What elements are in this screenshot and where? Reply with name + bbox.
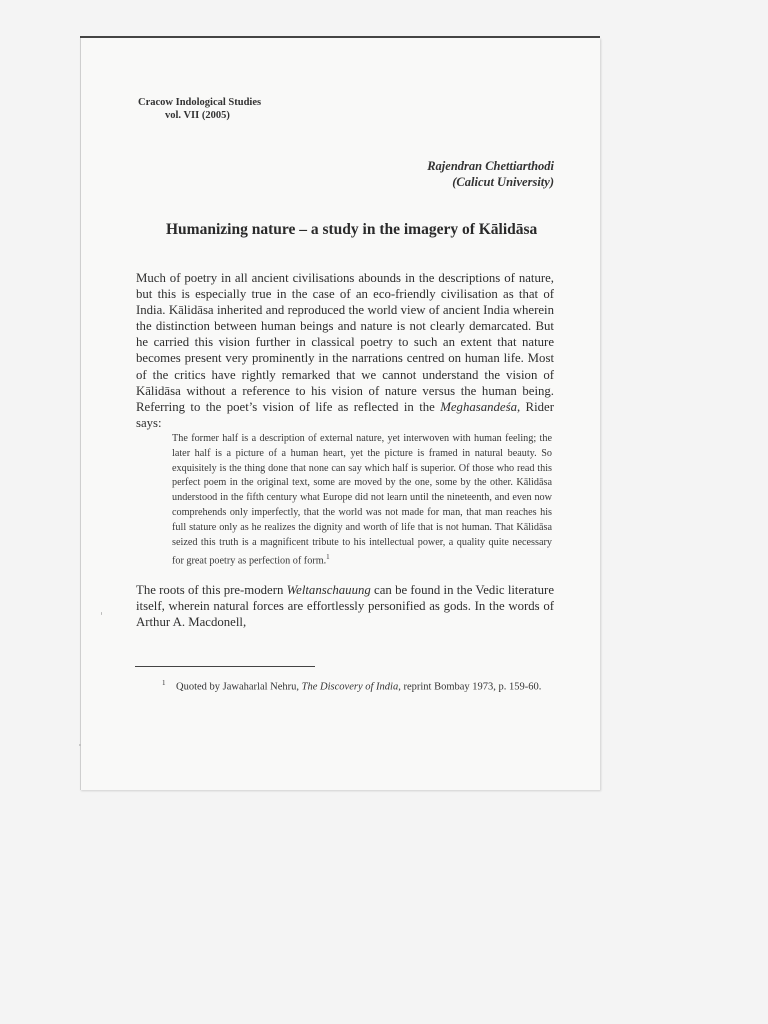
article-title: Humanizing nature – a study in the imagery of Kālidāsa (166, 221, 538, 238)
footnote (136, 676, 554, 695)
paragraph-1-text: Much of poetry in all ancient civilisations abounds in the descriptions of nature, but this is especially true in the case of an eco-friendly civilisation as that of India. Kālidāsa inherited and reproduced the world view of ancient India wherein the distinction between human beings and nature is not clearly demarcated. But he carried this vision further in classical poetry to such an extent that nature becomes present very prominently in the narrations centred on human life. Most of the critics have rightly remarked that we cannot understand the vision of Kālidāsa without a reference to his vision of nature versus the human being. Referring to the poet’s vision of life as reflected in the (136, 271, 554, 414)
footnote-text: Quoted by Jawaharlal Nehru, (176, 681, 302, 693)
block-quote (172, 432, 552, 570)
paragraph-2 (136, 582, 554, 630)
scan-speck (79, 744, 81, 746)
paragraph-1-end: , Rider says: (136, 399, 554, 430)
weltanschauung-term: Weltanschauung (286, 583, 371, 597)
footnote-reference[interactable]: 1 (326, 553, 330, 562)
footnote-divider (135, 666, 315, 667)
journal-header (138, 96, 261, 122)
footnote-end: , reprint Bombay 1973, p. 159-60. (398, 681, 542, 693)
work-title: Meghasandeśa (440, 399, 517, 414)
journal-volume: vol. VII (2005) (165, 110, 230, 121)
author-affiliation: (Calicut University) (452, 175, 554, 189)
paragraph-1 (136, 270, 554, 431)
scan-speck (101, 612, 102, 615)
journal-name: Cracow Indological Studies (138, 97, 262, 108)
page-top-edge (80, 36, 600, 38)
author-block (427, 158, 554, 190)
paragraph-2-end: can be found in the Vedic literature itself, wherein natural forces are effortlessly personified as gods. In the words of Arthur A. Macdonell, (136, 583, 554, 630)
page-left-edge (80, 38, 81, 790)
footnote-number: 1 (162, 679, 166, 687)
author-name: Rajendran Chettiarthodi (427, 159, 554, 173)
quote-text: The former half is a description of external nature, yet interwoven with human feeling; the later half is a picture of a human heart, yet the picture is framed in natural beauty. So exquisitely is the thing done that none can say which half is superior. Of those who read this perfect poem in the original text, some are moved by the one, some by the other. Kālidāsa understood in the fifth century what Europe did not learn until the nineteenth, and even now comprehends only imperfectly, that the world was not made for man, that man reaches his full stature only as he realizes the dignity and worth of life that is not human. That Kālidāsa seized this truth is a magnificent tribute to his intellectual power, a quality quite necessary for great poetry as perfection of form. (172, 433, 552, 567)
paragraph-2-start: The roots of this pre-modern (136, 583, 287, 597)
footnote-book-title: The Discovery of India (301, 681, 399, 693)
